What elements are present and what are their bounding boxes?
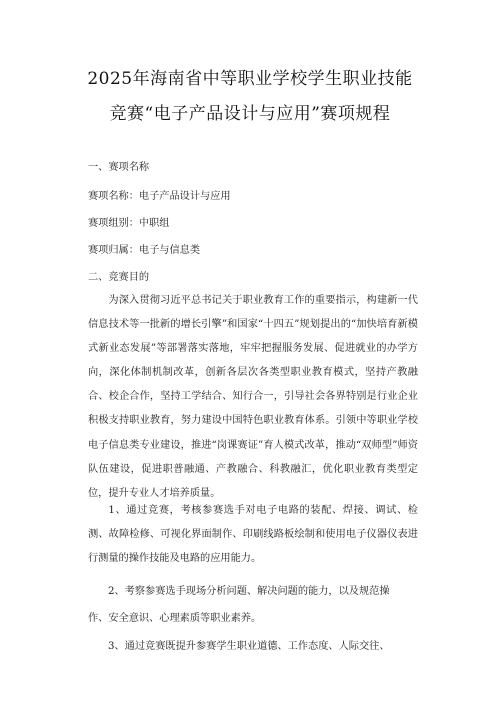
purpose-point-1: 1、通过竞赛，考核参赛选手对电子电路的装配、焊接、调试、检测、故障检修、可视化界面制作、印刷线路板绘制和使用电子仪器仪表进行测量的操作技能及电路的应用能力。 <box>88 505 418 565</box>
section-heading-competition-purpose: 二、竞赛目的 <box>88 272 150 283</box>
event-category-line: 赛项归属：电子与信息类 <box>88 245 201 256</box>
event-name-line: 赛项名称：电子产品设计与应用 <box>88 191 231 202</box>
event-group-line: 赛项组别：中职组 <box>88 218 170 229</box>
document-title-line-1: 2025年海南省中等职业学校学生职业技能 <box>87 69 413 89</box>
section-heading-event-name: 一、赛项名称 <box>88 162 150 173</box>
purpose-point-3-line-1: 3、通过竞赛既提升参赛学生职业道德、工作态度、人际交往、 <box>108 641 390 652</box>
purpose-intro-paragraph: 为深入贯彻习近平总书记关于职业教育工作的重要指示，构建新一代信息技术等一批新的增长引擎”和国家“十四五”规划提出的“加快培育新模式新业态发展”等部署落实落地，牢牢把握服务发展、促进就业的办学方向，深化体制机制改革，创新各层次各类型职业教育模式，坚持产教融合、校企合作，坚持工学结合、知行合一，引导社会各界特别是行业企业积极支持职业教育，努力建设中国特色职业教育体系。引领中等职业学校电子信息类专业建设，推进“岗课赛证”育人模式改革，推动“双师型”师资队伍建设，促进职普融通、产教融合、科教融汇，优化职业教育类型定位，提升专业人才培养质量。 <box>88 295 418 499</box>
document-title-line-2: 竞赛“电子产品设计与应用”赛项规程 <box>109 104 391 124</box>
purpose-point-2-line-2: 作、安全意识、心理素质等职业素养。 <box>88 613 262 624</box>
purpose-point-2-line-1: 2、考察参赛选手现场分析问题、解决问题的能力，以及规范操 <box>108 586 390 597</box>
